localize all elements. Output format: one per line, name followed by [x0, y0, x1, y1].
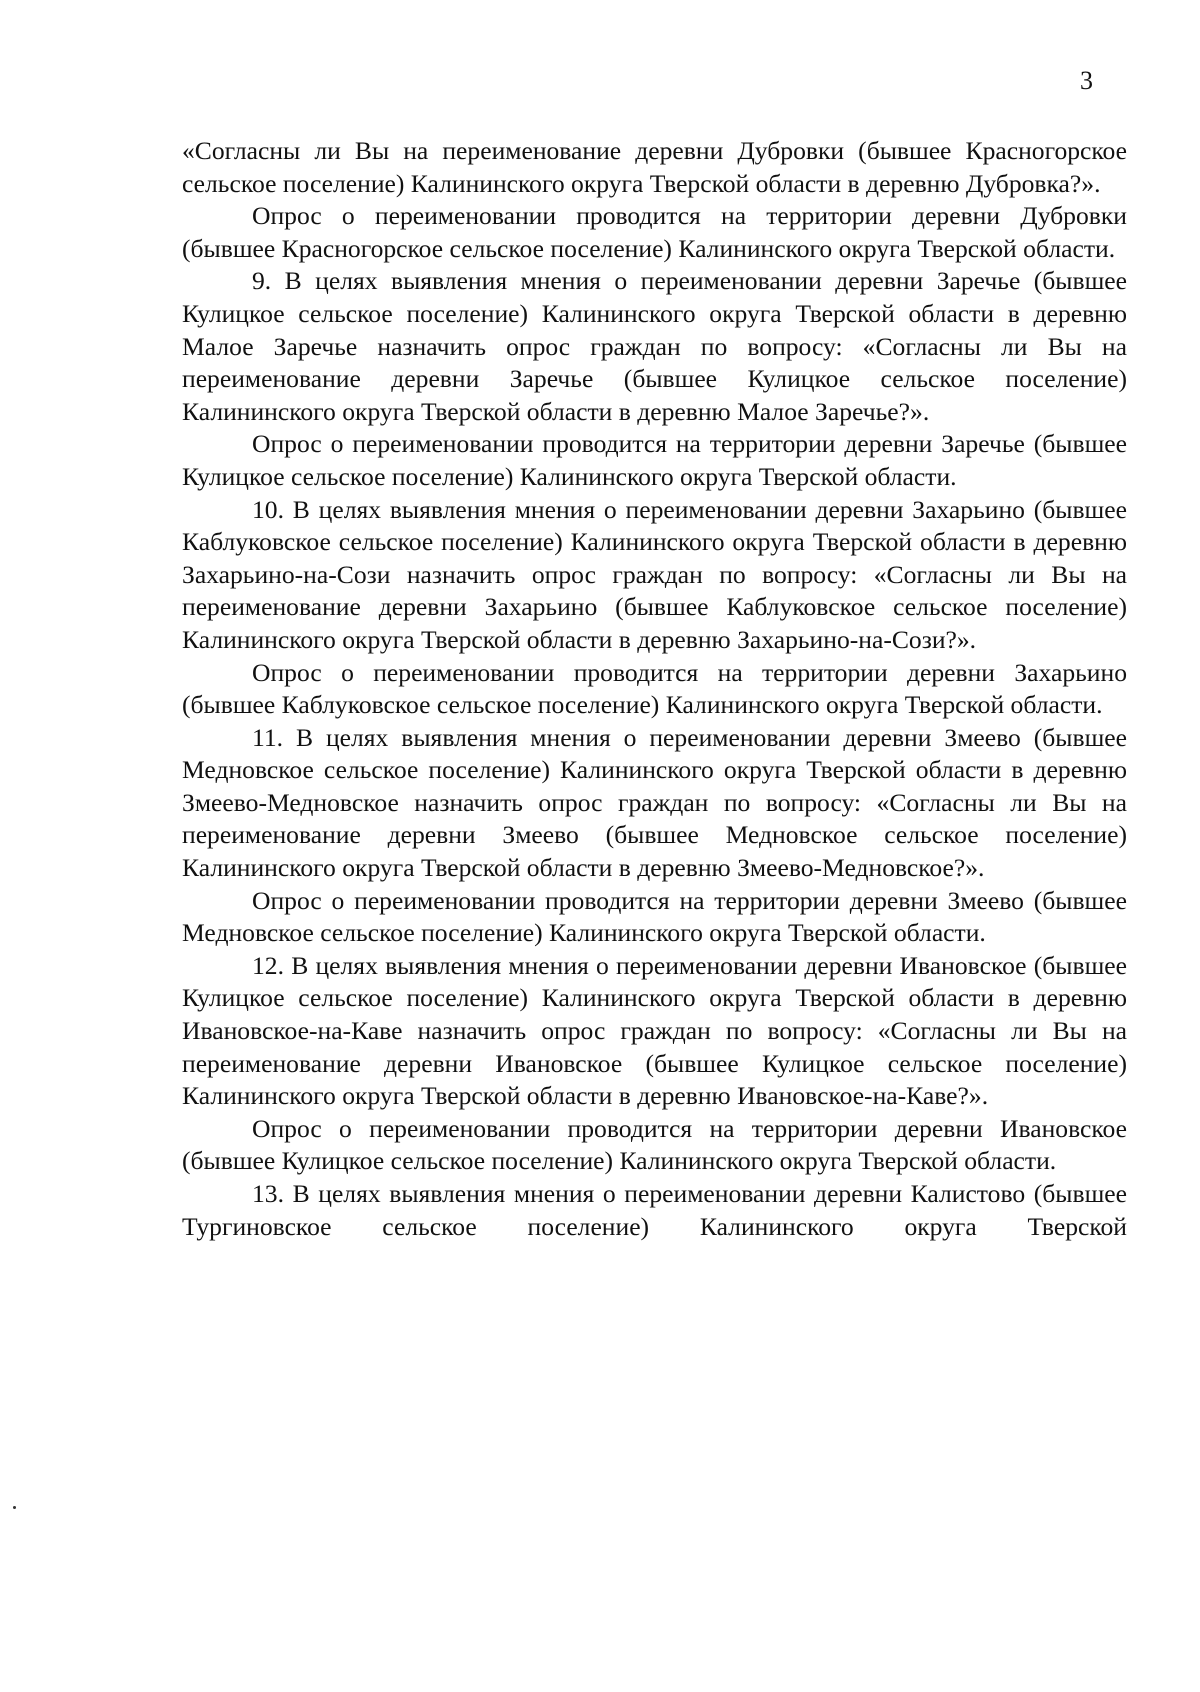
- paragraph: 9. В целях выявления мнения о переименовании деревни Заречье (бывшее Кулицкое сельское поселение) Калининского округа Тверской области в деревню Малое Заречье назначить опрос граждан по вопросу: «Согласны ли Вы на переименование деревни Заречье (бывшее Кулицкое сельское поселение) Калининского округа Тверской области в деревню Малое Заречье?».: [182, 266, 1127, 426]
- paragraph: Опрос о переименовании проводится на территории деревни Захарьино (бывшее Каблуковское сельское поселение) Калининского округа Тверской области.: [182, 657, 1127, 720]
- paragraph-last: 13. В целях выявления мнения о переименовании деревни Калистово (бывшее Тургиновское сельское поселение) Калининского округа Тверской: [182, 1179, 1127, 1241]
- paragraph: 11. В целях выявления мнения о переименовании деревни Змеево (бывшее Медновское сельское поселение) Калининского округа Тверской области в деревню Змеево-Медновское назначить опрос граждан по вопросу: «Согласны ли Вы на переименование деревни Змеево (бывшее Медновское сельское поселение) Калининского округа Тверской области в деревню Змеево-Медновское?».: [182, 722, 1127, 883]
- document-body: [182, 135, 1127, 1243]
- paragraph: «Согласны ли Вы на переименование деревни Дубровки (бывшее Красногорское сельское поселение) Калининского округа Тверской области в деревню Дубровка?».: [182, 136, 1127, 198]
- paragraph: Опрос о переименовании проводится на территории деревни Заречье (бывшее Кулицкое сельское поселение) Калининского округа Тверской области.: [182, 429, 1127, 491]
- paragraph: Опрос о переименовании проводится на территории деревни Змеево (бывшее Медновское сельское поселение) Калининского округа Тверской области.: [182, 885, 1127, 948]
- paragraph: Опрос о переименовании проводится на территории деревни Дубровки (бывшее Красногорское сельское поселение) Калининского округа Тверской области.: [182, 201, 1127, 263]
- scan-artifact-dot: [13, 1506, 16, 1509]
- paragraph: Опрос о переименовании проводится на территории деревни Ивановское (бывшее Кулицкое сельское поселение) Калининского округа Тверской области.: [182, 1113, 1127, 1176]
- paragraph: 12. В целях выявления мнения о переименовании деревни Ивановское (бывшее Кулицкое сельское поселение) Калининского округа Тверской области в деревню Ивановское-на-Каве назначить опрос граждан по вопросу: «Согласны ли Вы на переименование деревни Ивановское (бывшее Кулицкое сельское поселение) Калининского округа Тверской области в деревню Ивановское-на-Каве?».: [182, 950, 1127, 1111]
- page-number: 3: [1080, 66, 1093, 95]
- paragraph: 10. В целях выявления мнения о переименовании деревни Захарьино (бывшее Каблуковское сельское поселение) Калининского округа Тверской области в деревню Захарьино-на-Сози назначить опрос граждан по вопросу: «Согласны ли Вы на переименование деревни Захарьино (бывшее Каблуковское сельское поселение) Калининского округа Тверской области в деревню Захарьино-на-Сози?».: [182, 494, 1127, 654]
